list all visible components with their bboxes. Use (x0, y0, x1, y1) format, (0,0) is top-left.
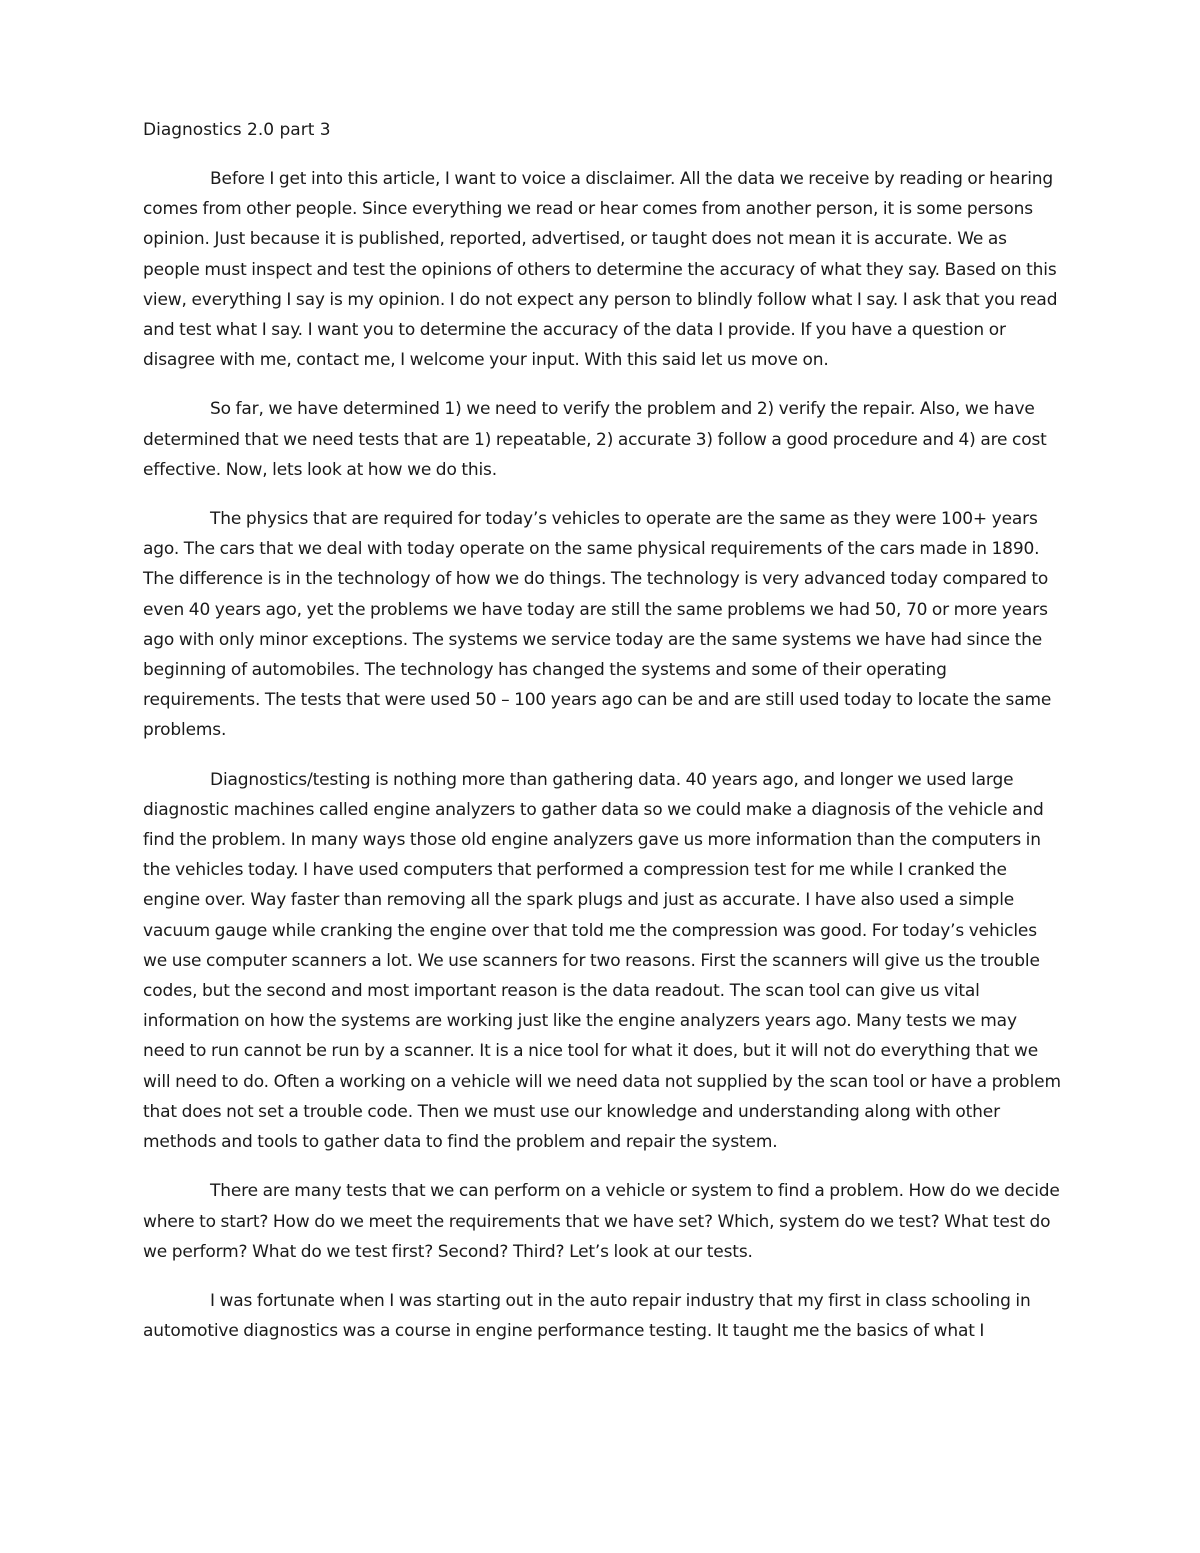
paragraph-requirements: So far, we have determined 1) we need to verify the problem and 2) verify the repair. Also, we have determined that we need tests that are 1) repeatable, 2) accurate 3) follow a good procedure and 4) are cost effective. Now, lets look at how we do this. (143, 399, 1047, 480)
paragraph-schooling: I was fortunate when I was starting out in the auto repair industry that my first in class schooling in automotive diagnostics was a course in engine performance testing. It taught me the basics of what I (143, 1290, 1031, 1342)
document-body (143, 115, 1063, 1365)
paragraph-diagnostics-testing: Diagnostics/testing is nothing more than gathering data. 40 years ago, and longer we used large diagnostic machines called engine analyzers to gather data so we could make a diagnosis of the vehicle and find the problem. In many ways those old engine analyzers gave us more information than the computers in the vehicles today. I have used computers that performed a compression test for me while I cranked the engine over. Way faster than removing all the spark plugs and just as accurate. I have also used a simple vacuum gauge while cranking the engine over that told me the compression was good. For today’s vehicles we use computer scanners a lot. We use scanners for two reasons. First the scanners will give us the trouble codes, but the second and most important reason is the data readout. The scan tool can give us vital information on how the systems are working just like the engine analyzers years ago. Many tests we may need to run cannot be run by a scanner. It is a nice tool for what it does, but it will not do everything that we will need to do. Often a working on a vehicle will we need data not supplied by the scan tool or have a problem that does not set a trouble code. Then we must use our knowledge and understanding along with other methods and tools to gather data to find the problem and repair the system. (143, 769, 1061, 1153)
paragraph-disclaimer: Before I get into this article, I want to voice a disclaimer. All the data we receive by reading or hearing comes from other people. Since everything we read or hear comes from another person, it is some persons opinion. Just because it is published, reported, advertised, or taught does not mean it is accurate. We as people must inspect and test the opinions of others to determine the accuracy of what they say. Based on this view, everything I say is my opinion. I do not expect any person to blindly follow what I say. I ask that you read and test what I say. I want you to determine the accuracy of the data I provide. If you have a question or disagree with me, contact me, I welcome your input. With this said let us move on. (143, 169, 1058, 371)
paragraph-many-tests: There are many tests that we can perform on a vehicle or system to find a problem. How do we decide where to start? How do we meet the requirements that we have set? Which, system do we test? What test do we perform? What do we test first? Second? Third? Let’s look at our tests. (143, 1181, 1060, 1262)
document-title: Diagnostics 2.0 part 3 (143, 120, 331, 140)
paragraph-physics: The physics that are required for today’s vehicles to operate are the same as they were 100+ years ago. The cars that we deal with today operate on the same physical requirements of the cars made in 1890. The difference is in the technology of how we do things. The technology is very advanced today compared to even 40 years ago, yet the problems we have today are still the same problems we had 50, 70 or more years ago with only minor exceptions. The systems we service today are the same systems we have had since the beginning of automobiles. The technology has changed the systems and some of their operating requirements. The tests that were used 50 – 100 years ago can be and are still used today to locate the same problems. (143, 509, 1052, 741)
